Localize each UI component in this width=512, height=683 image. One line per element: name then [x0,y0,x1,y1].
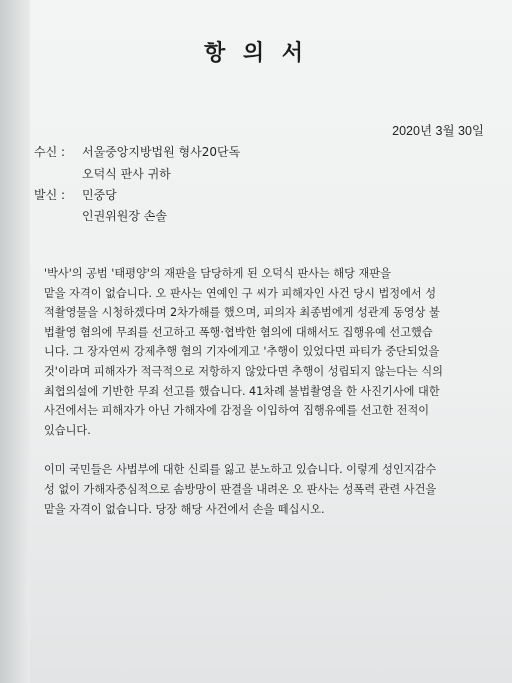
recipient-court: 서울중앙지방법원 형사20단독 [82,145,241,159]
sender-person: 인권위원장 손솔 [82,209,167,223]
paragraph-line: 맡을 자격이 없습니다. 오 판사는 연예인 구 씨가 피해자인 사건 당시 법정에서 성 [44,286,437,300]
document-date: 2020년 3월 30일 [392,124,484,138]
document-body [36,264,486,539]
paragraph-line: '박사'의 공범 '태평양'의 재판을 담당하게 된 오덕식 판사는 해당 재판을 [44,267,391,280]
document-title: 항 의 서 [203,41,309,66]
paragraph-line: 사건에서는 피해자가 아닌 가해자에 감정을 이입하여 집행유예를 선고한 전적이 [44,404,430,418]
paragraph-line: 것'이라며 피해자가 적극적으로 저항하지 않았다면 추행이 성립되지 않는다는 식의 [44,364,443,378]
paragraph-line: 최협의설에 기반한 무죄 선고를 했습니다. 41차례 불법촬영을 한 사진기사에 대한 [44,384,440,398]
page-edge-shadow [0,0,30,683]
paragraph-line: 있습니다. [44,423,91,437]
recipient-line-1 [34,143,240,160]
body-paragraph-2 [36,460,486,519]
recipient-label: 수신 : [34,145,66,159]
sender-party: 민중당 [82,188,117,202]
sender-label: 발신 : [34,188,66,202]
paragraph-line: 니다. 그 장자연씨 강제추행 혐의 기자에게고 '추행이 있었다면 파티가 중단되었을 [44,345,440,359]
paragraph-line: 이미 국민들은 사법부에 대한 신뢰를 잃고 분노하고 있습니다. 이렇게 성인지감수 [44,463,437,477]
paragraph-line: 맡을 자격이 없습니다. 당장 해당 사건에서 손을 떼십시오. [44,502,325,516]
paragraph-line: 법촬영 혐의에 무죄를 선고하고 폭행·협박한 혐의에 대해서도 집행유예 선고했습 [44,325,433,339]
paragraph-line: 성 없이 가해자중심적으로 솜방망이 판결을 내려온 오 판사는 성폭력 관련 사건을 [44,482,437,496]
body-paragraph-1 [36,264,486,440]
paragraph-line: 적촬영물을 시청하겠다며 2차가해를 했으며, 피의자 최종범에게 성관계 동영상 불 [44,306,440,320]
sender-line-1 [34,186,117,203]
recipient-judge: 오덕식 판사 귀하 [82,167,171,181]
